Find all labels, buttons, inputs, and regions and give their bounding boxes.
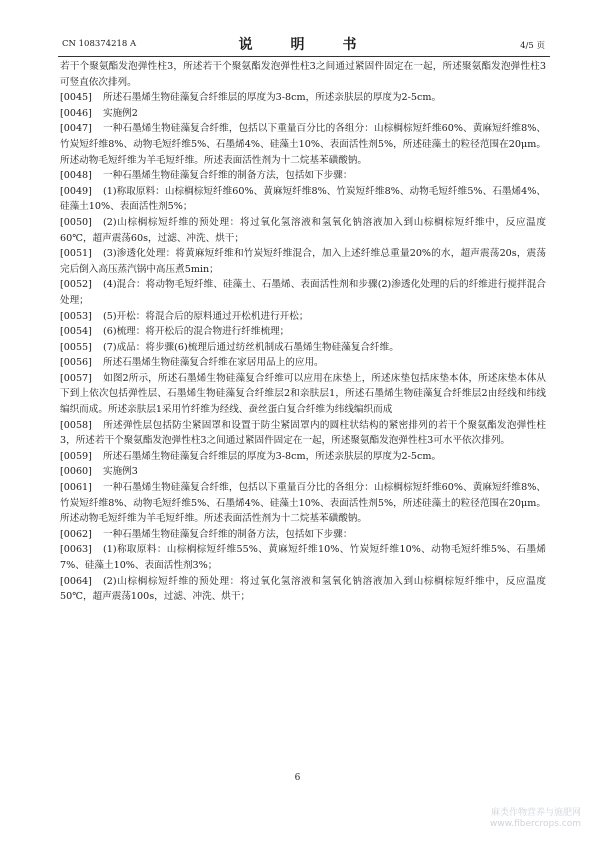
paragraph-text: 所述石墨烯生物硅藻复合纤维层的厚度为3-8cm，所述亲肤层的厚度为2-5cm。 [103,92,442,104]
paragraph-number: [0051] [60,248,92,260]
paragraph [60,121,546,168]
paragraph-number: [0060] [60,466,92,478]
paragraph-number: [0055] [60,341,92,353]
paragraph-number: [0061] [60,482,92,494]
paragraph-text: 一种石墨烯生物硅藻复合纤维，包括以下重量百分比的各组分：山棕榈棕短纤维60%、黄麻短纤维8%、竹炭短纤维8%、动物毛短纤维5%、石墨烯4%、硅藻土10%、表面活性剂5%，所述硅藻土的粒径范围在20μm。所述动物毛短纤维为羊毛短纤维。所述表面活性剂为十二烷基苯磺酸钠。 [60,482,546,525]
paragraph [60,184,546,215]
paragraph [60,90,546,106]
paragraph [60,449,546,465]
paragraph [60,527,546,543]
watermark-name: 麻类作物营养与施肥网 [490,808,581,818]
watermark [490,808,581,830]
paragraph-number: [0056] [60,357,92,369]
paragraph-number: [0046] [60,107,92,119]
paragraph-number: [0054] [60,326,92,338]
paragraph-number: [0064] [60,575,92,587]
paragraph-text: 一种石墨烯生物硅藻复合纤维的制备方法，包括如下步骤： [103,170,353,182]
paragraph-text: 如图2所示，所述石墨烯生物硅藻复合纤维可以应用在床垫上，所述床垫包括床垫本体，所述床垫本体从下到上依次包括弹性层、石墨烯生物硅藻复合纤维层2和亲肤层1，所述石墨烯生物硅藻复合纤维层2由经线和纬线编织而成。所述亲肤层1采用竹纤维为经线、蚕丝蛋白复合纤维为纬线编织而成 [60,372,546,416]
page-ref: 4/5 页 [520,41,545,51]
paragraph-number: [0058] [60,419,92,431]
paragraph [60,464,546,480]
paragraph-number: [0048] [60,170,92,182]
paragraph [60,324,546,340]
paragraph-text: 一种石墨烯生物硅藻复合纤维，包括以下重量百分比的各组分：山棕榈棕短纤维60%、黄麻短纤维8%、竹炭短纤维8%、动物毛短纤维5%、石墨烯4%、硅藻土10%、表面活性剂5%，所述硅藻土的粒径范围在20μm。所述动物毛短纤维为羊毛短纤维。所述表面活性剂为十二烷基苯磺酸钠。 [60,123,546,166]
paragraph-text: (2)山棕榈棕短纤维的预处理：将过氧化氢溶液和氢氧化钠溶液加入到山棕榈棕短纤维中，反应温度50℃，超声震荡100s，过滤、冲洗、烘干； [60,575,546,603]
document-body [60,59,546,605]
paragraph-text: 实施例2 [103,107,138,119]
header-divider [58,56,550,57]
paragraph-text: (3)渗透化处理：将黄麻短纤维和竹炭短纤维混合，加入上述纤维总重量20%的水，超声震荡20s，震荡完后倒入高压蒸汽锅中高压煮5min； [60,248,546,275]
paragraph-text: (4)混合：将动物毛短纤维、硅藻土、石墨烯、表面活性剂和步骤(2)渗透化处理的后的纤维进行搅拌混合处理； [60,279,546,306]
paragraph-text: (7)成品：将步骤(6)梳理后通过纺丝机制成石墨烯生物硅藻复合纤维。 [103,341,399,353]
paragraph-text: 若干个聚氨酯发泡弹性柱3，所述若干个聚氨酯发泡弹性柱3之间通过紧固件固定在一起，所述聚氨酯发泡弹性柱3可竖直依次排列。 [60,61,546,88]
paragraph-number: [0053] [60,310,92,322]
paragraph-number: [0057] [60,372,92,384]
paragraph [60,480,546,527]
paragraph [60,246,546,277]
paragraph [60,340,546,356]
paragraph-number: [0045] [60,92,92,104]
paragraph-number: [0062] [60,528,92,540]
paragraph-text: 所述弹性层包括防尘紧固罩和设置于防尘紧固罩内的圆柱状结构的紧密排列的若干个聚氨酯发泡弹性柱3，所述若干个聚氨酯发泡弹性柱3之间通过紧固件固定在一起，所述聚氨酯发泡弹性柱3可水平依次排列。 [60,419,546,447]
paragraph-number: [0049] [60,185,92,197]
document-title: 说 明 书 [238,37,369,53]
paragraph-text: 所述石墨烯生物硅藻复合纤维在家居用品上的应用。 [103,357,324,369]
paragraph [60,309,546,325]
paragraph [60,59,546,90]
paragraph [60,277,546,308]
paragraph-number: [0050] [60,216,92,228]
paragraph-text: 所述石墨烯生物硅藻复合纤维层的厚度为3-8cm，所述亲肤层的厚度为2-5cm。 [103,450,442,462]
paragraph [60,371,546,418]
paragraph [60,215,546,246]
paragraph [60,168,546,184]
paragraph-text: 实施例3 [103,466,138,478]
page-number: 6 [294,773,301,783]
paragraph-text: (5)开松：将混合后的原料通过开松机进行开松； [103,310,309,322]
paragraph [60,418,546,449]
paragraph-text: (1)称取原料：山棕榈棕短纤维55%、黄麻短纤维10%、竹炭短纤维10%、动物毛短纤维5%、石墨烯7%、硅藻土10%、表面活性剂3%； [60,544,546,571]
paragraph [60,106,546,122]
paragraph-text: (1)称取原料：山棕榈棕短纤维60%、黄麻短纤维8%、竹炭短纤维8%、动物毛短纤维5%、石墨烯4%、硅藻土10%、表面活性剂5%； [60,185,546,213]
paragraph [60,355,546,371]
paragraph [60,542,546,573]
paragraph-number: [0059] [60,450,92,462]
paragraph-text: 一种石墨烯生物硅藻复合纤维的制备方法，包括如下步骤： [103,528,353,540]
watermark-url: www.fibercrops.com [490,819,581,829]
paragraph [60,574,546,605]
paragraph-text: (2)山棕榈棕短纤维的预处理：将过氧化氢溶液和氢氧化钠溶液加入到山棕榈棕短纤维中，反应温度60℃，超声震荡60s，过滤、冲洗、烘干； [60,216,546,244]
paragraph-text: (6)梳理：将开松后的混合物进行纤维梳理； [103,326,290,338]
paragraph-number: [0063] [60,544,92,556]
paragraph-number: [0052] [60,279,92,291]
paragraph-number: [0047] [60,123,92,135]
patent-number: CN 108374218 A [62,39,137,49]
